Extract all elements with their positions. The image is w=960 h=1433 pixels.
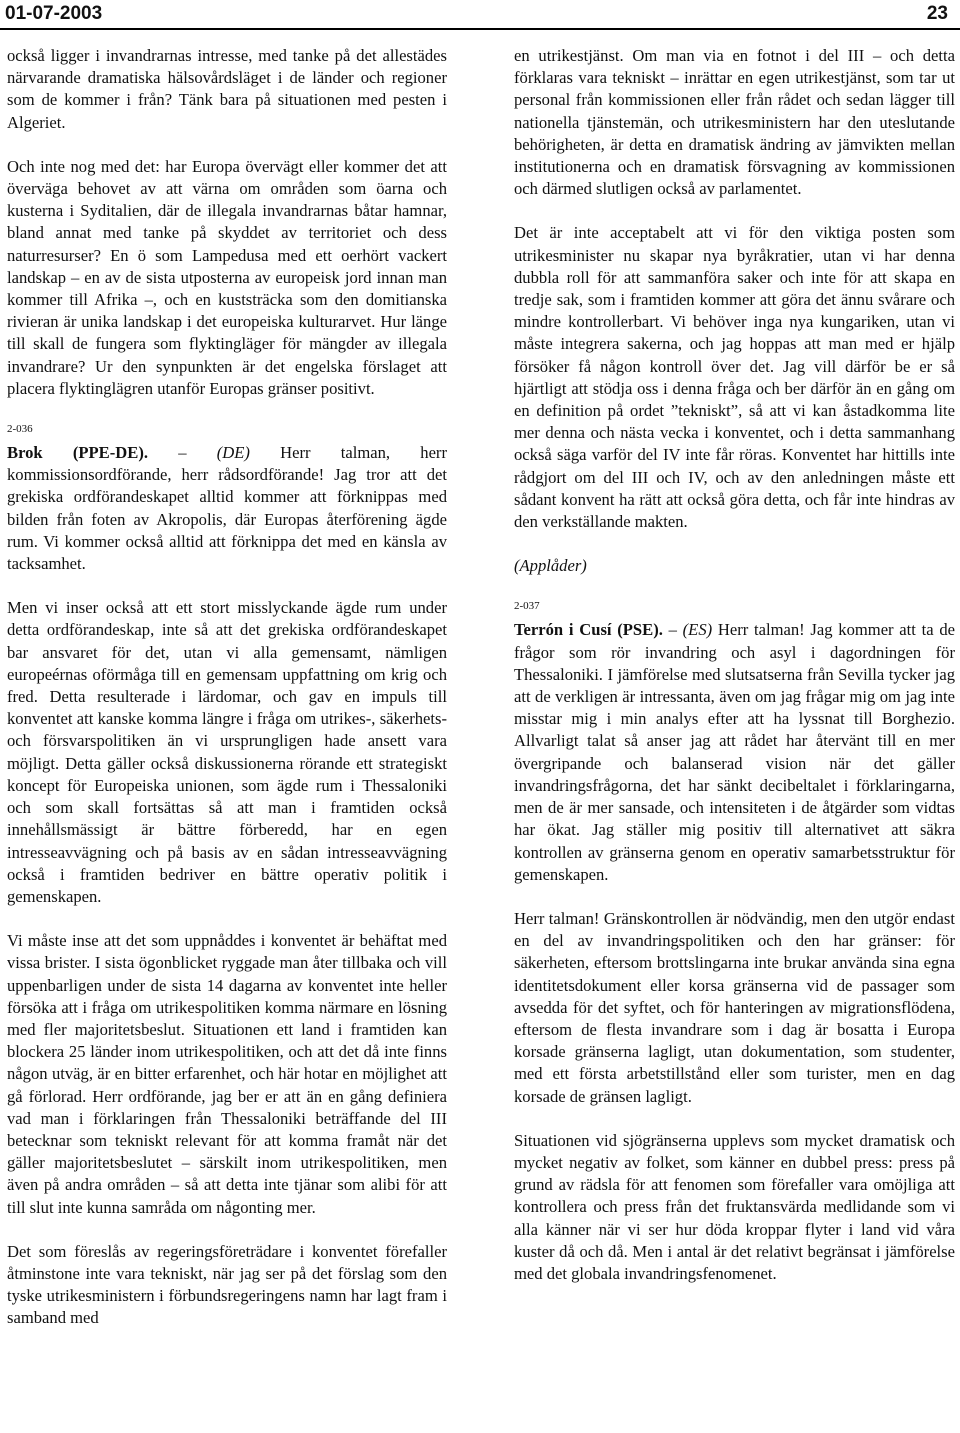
paragraph: också ligger i invandrarnas intresse, med tanke på det allestädes närvarande dramatiska hälsovårdsläget i de länder och regioner som de kommer i från? Tänk bara på situationen med pesten i Algeriet. [7,46,447,132]
left-column [7,45,447,1352]
paragraph: en utrikestjänst. Om man via en fotnot i del III – och detta förklaras vara tekniskt – inrättar en egen utrikestjänst, som tar ut personal från kommissionen eller från rådet och sedan lägger till nationella tjänstemän, och utrikesministern har den uteslutande behörigheten, är detta en dramatisk ändring av jämvikten mellan institutionerna och en dramatisk försvagning av kommissionen och därmed slutligen också av parlamentet. [514,46,955,199]
applause-note: (Applåder) [514,556,587,576]
paragraph: Vi måste inse att det som uppnåddes i konventet är behäftat med vissa brister. I sista ögonblicket ryggade man åter tillbaka och vill uppenbarligen under de sista 14 dagarna av konventet inte heller försöka att i fråga om utrikespolitiken komma närmare en lösning med fler majoritetsbeslut. Situationen ett land i framtiden kan blockera 25 länder inom utrikespolitiken, och att det då inte finns någon utväg, är en bitter erfarenhet, och här hotar en möjlighet att gå förlorad. Herr ordförande, jag ber er att än en gång definiera vad man i förklaringen från Thessaloniki beträffande del III betecknar som tekniskt relevant för att komma framåt när det gäller majoritetsbeslutet – särskilt inom utrikespolitiken, men även på andra områden – så att detta inte tjänar som alibi för att till slut inte kunna samråda om någonting mer. [7,931,447,1217]
paragraph: Det är inte acceptabelt att vi för den viktiga posten som utrikesminister nu skapar nya byråkratier, utan vi har denna dubbla roll för att sammanföra saker och inte för att skapa en tredje sak, som i framtiden kommer att göra det ännu svårare och mindre kontrollerbart. Vi behöver inga nya kungariken, utan vi måste integrera sakerna, och jag hoppas att man med er hjälp försöker få någon kontroll över det. Jag vill därför be er så hjärtligt att stödja oss i denna fråga och ber därför än en gång om en definition på ordet ”tekniskt”, så att vi kan åstadkomma lite mer denna och nästa vecka i konventet, och i detta sammanhang också säga varför del IV inte får röras. Konventet har hittills inte rådgjort om del III och IV, och av den anledningen måste ett sådant konvent ha rätt att också göra detta, och får inte hindras av den verkställande makten. [514,223,955,532]
header-rule [0,28,960,30]
language-tag: (DE) [216,443,250,463]
language-tag: (ES) [682,620,713,640]
speech-code: 2-037 [514,600,540,613]
speech-paragraph: Brok (PPE-DE). – (DE) Herr talman, herr kommissionsordförande, herr rådsordförande! Jag tror att det grekiska ordförandeskapet alltid kommer att förknippas med bilden från foten av Akropolis, där Europas återförening ägde rum. Vi kommer också alltid att förknippa det med en känsla av tacksamhet. [7,443,447,574]
paragraph: Och inte nog med det: har Europa övervägt eller kommer det att överväga behovet av att värna om områden som öarna och kusterna i Syditalien, där de illegala invandrarnas båtar hamnar, bland annat med tanke på skyddet av territoriet och dess naturresurser? En ö som Lampedusa med ett oerhört vackert landskap – en av de sista utposterna av europeisk jord innan man kommer till Afrika –, och en kuststräcka som den domitianska rivieran är unika landskap i det europeiska kulturarvet. Hur länge till skall de fungera som flyktingläger för mängder av illegala invandrare? Ur den synpunkten är det engelska förslaget att placera flyktinglägren utanför Europas gränser positivt. [7,156,447,398]
page-header [5,0,948,28]
paragraph: Situationen vid sjögränserna upplevs som mycket dramatisk och mycket negativ av folket, som känner en dubbel press: press på grund av rädsla för att fenomen som förefaller vara omöjliga att kontrollera och press från det fruktansvärda medlidande som vi alla känner när vi ser hur döda kroppar flyter i land vid våra kuster då och då. Men i antal är det relativt begränsat i jämförelse med det globala invandringsfenomenet. [514,1130,955,1283]
paragraph: Herr talman! Gränskontrollen är nödvändig, men den utgör endast en del av invandringspolitiken och den har gränser: för säkerheten, eftersom brottslingarna inte brukar använda sina egna identitetsdokument eller korsa gränserna vid de passager som avsedda för det syftet, och för hanteringen av migrationsflödena, eftersom de flesta invandrare som i dag är bosatta i Europa korsade gränserna lagligt, utan dokumentation, som studenter, med ett första arbetstillstånd eller som turister, men en dag korsade de gränsen lagligt. [514,908,955,1106]
header-date: 01-07-2003 [5,3,103,24]
speaker-name: Terrón i Cusí (PSE). [514,620,663,640]
speech-paragraph: Terrón i Cusí (PSE). – (ES) Herr talman! Jag kommer att ta de frågor som rör invandring och asyl i dagordningen för Thessaloniki. I jämförelse med slutsatserna från Sevilla tycker jag att de verkligen är intressanta, även om jag frågar mig om jag inte misstar mig i min analys efter att ha lyssnat till Borghezio. Allvarligt talat så anser jag att rådet har återvänt till en mer övergripande och balanserad vision när det gäller invandringsfrågorna, det har sänkt decibeltalet i förklaringarna, men de är mer sansade, och intensiteten i de åtgärder som vidtas har ökat. Jag ställer mig positiv till alternativet att säkra kontrollen av gränserna genom en operativ samarbetsstruktur för gemenskapen. [514,620,955,884]
speaker-name: Brok (PPE-DE). [7,443,148,463]
page-number: 23 [926,3,948,24]
speech-text: Herr talman! Jag kommer att ta de frågor som rör invandring och asyl i dagordningen för Thessaloniki. I jämförelse med slutsatserna från Sevilla tycker jag att de verkligen är intressanta, även om jag frågar mig om jag inte misstar mig i min analys efter att ha lyssnat till Borghezio. Allvarligt talat så anser jag att rådet har återvänt till en mer övergripande och balanserad vision när det gäller invandringsfrågorna, det har sänkt decibeltalet i förklaringarna, men de är mer sansade, och intensiteten i de åtgärder som vidtas har ökat. Jag ställer mig positiv till alternativet att säkra kontrollen av gränserna genom en operativ samarbetsstruktur för gemenskapen. [514,620,955,884]
paragraph: Men vi inser också att ett stort misslyckande ägde rum under detta ordförandeskap, inte så att det grekiska ordförandeskapet bar ansvaret för det, utan vi alla gemensamt, nämligen europeérnas oförmåga till en gemensam uppfattning om krig och fred. Detta resulterade i lärdomar, och gav en impuls till konventet att kanske komma längre i fråga om utrikes-, säkerhets- och försvarspolitiken än vi ursprungligen hade ansett vara möjligt. Detta gäller också diskussionerna rörande ett strategiskt koncept för Europeiska unionen, som ägde rum i Thessaloniki och som skall fortsättas så att man i framtiden också innehållsmässigt är bättre förberedd, har en egen intresseavvägning och på basis av en sådan intresseavvägning också i framtiden bedriver en bättre operativ politik i gemenskapen. [7,598,447,906]
speech-text: Herr talman, herr kommissionsordförande, herr rådsordförande! Jag tror att det grekiska ordförandeskapet alltid kommer att förknippas med bilden från foten av Akropolis, där Europas återförening ägde rum. Vi kommer också alltid att förknippa det med en känsla av tacksamhet. [7,443,447,574]
right-column [514,45,955,1307]
speech-code: 2-036 [7,423,33,436]
paragraph: Det som föreslås av regeringsföreträdare i konventet förefaller åtminstone inte vara tekniskt, när jag ser på det förslag som den tyske utrikesministern i förbundsregeringens namn har lagt fram i samband med [7,1241,447,1328]
